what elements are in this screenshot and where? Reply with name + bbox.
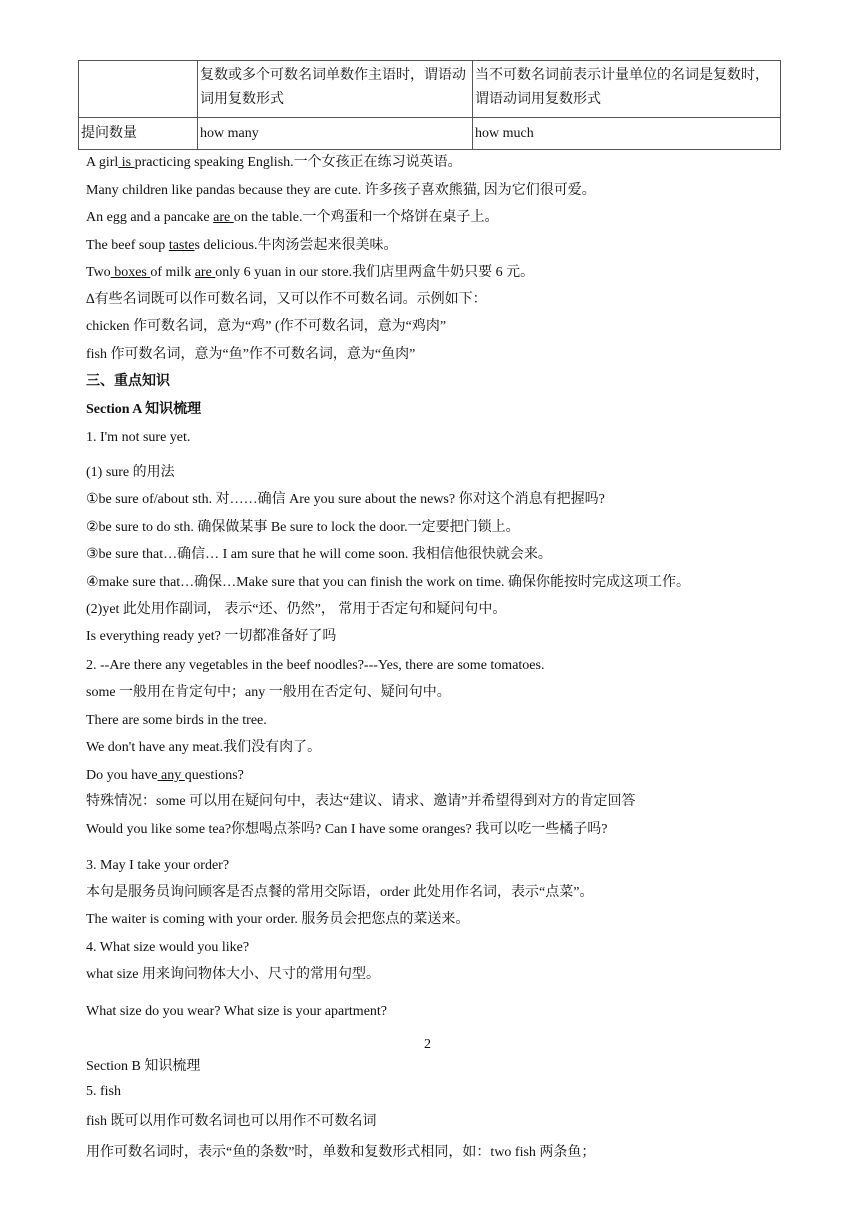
- table-cell: 复数或多个可数名词单数作主语时，谓语动词用复数形式: [198, 61, 473, 118]
- text-line: ②be sure to do sth. 确保做某事 Be sure to lock the door.一定要把门锁上。: [86, 520, 520, 535]
- example-sentence: [86, 264, 534, 282]
- point-title: 5. fish: [86, 1084, 121, 1099]
- text-line: There are some birds in the tree.: [86, 713, 267, 728]
- underlined-verb: taste: [168, 238, 195, 253]
- subsection-heading: Section B 知识梳理: [86, 1059, 201, 1074]
- text-segment: A girl: [86, 155, 119, 170]
- text-line: ①be sure of/about sth. 对……确信 Are you sure about the news? 你对这个消息有把握吗?: [86, 492, 605, 507]
- example-sentence: [86, 237, 397, 255]
- table-cell: 当不可数名词前表示计量单位的名词是复数时， 谓语动词用复数形式: [473, 61, 781, 118]
- underlined-verb: are: [194, 265, 216, 280]
- text-line: The waiter is coming with your order. 服务员会把您点的菜送来。: [86, 912, 470, 927]
- table-cell: 提问数量: [79, 118, 198, 150]
- table-cell: [79, 61, 198, 118]
- text-segment: questions?: [184, 768, 244, 783]
- example-sentence: [86, 154, 462, 172]
- text-segment: on the table.一个鸡蛋和一个烙饼在桌子上。: [233, 210, 499, 225]
- grammar-table: [78, 60, 781, 150]
- text-line: [86, 767, 244, 785]
- point-title: 4. What size would you like?: [86, 940, 250, 955]
- point-title: 2. --Are there any vegetables in the beef noodles?---Yes, there are some tomatoes.: [86, 658, 545, 673]
- text-line: (2)yet 此处用作副词， 表示“还、仍然”， 常用于否定句和疑问句中。: [86, 602, 507, 617]
- point-title: 3. May I take your order?: [86, 858, 230, 873]
- text-segment: only 6 yuan in our store.我们店里两盒牛奶只要 6 元。: [215, 265, 535, 280]
- text-line: What size do you wear? What size is your apartment?: [86, 1004, 388, 1019]
- table-cell: how many: [198, 118, 473, 150]
- text-line: Would you like some tea?你想喝点茶吗? Can I have some oranges? 我可以吃一些橘子吗?: [86, 822, 608, 837]
- text-segment: The beef soup: [86, 238, 169, 253]
- table-row: [79, 61, 781, 118]
- text-line: ④make sure that…确保…Make sure that you can finish the work on time. 确保你能按时完成这项工作。: [86, 575, 690, 590]
- text-line: ③be sure that…确信… I am sure that he will come soon. 我相信他很快就会来。: [86, 547, 552, 562]
- text-segment: Do you have: [86, 768, 158, 783]
- note-line: fish 作可数名词，意为“鱼”作不可数名词，意为“鱼肉”: [86, 347, 416, 362]
- underlined-verb: are: [213, 210, 234, 225]
- example-sentence: [86, 209, 499, 227]
- section-heading: 三、重点知识: [86, 374, 170, 389]
- underlined-word: any: [157, 768, 185, 783]
- text-line: 用作可数名词时，表示“鱼的条数”时，单数和复数形式相同，如：two fish 两条鱼；: [86, 1145, 596, 1160]
- underlined-noun: boxes: [110, 265, 151, 280]
- table-row: [79, 118, 781, 150]
- page-number: 2: [424, 1037, 431, 1052]
- note-line: ∆有些名词既可以作可数名词，又可以作不可数名词。示例如下：: [86, 292, 487, 307]
- text-segment: practicing speaking English.一个女孩正在练习说英语。: [134, 155, 462, 170]
- text-segment: s delicious.牛肉汤尝起来很美味。: [194, 238, 398, 253]
- text-line: 本句是服务员询问顾客是否点餐的常用交际语，order 此处用作名词，表示“点菜”。: [86, 885, 594, 900]
- text-line: some 一般用在肯定句中；any 一般用在否定句、疑问句中。: [86, 685, 451, 700]
- point-title: 1. I'm not sure yet.: [86, 430, 191, 445]
- text-segment: An egg and a pancake: [86, 210, 214, 225]
- table-cell: how much: [473, 118, 781, 150]
- text-line: Is everything ready yet? 一切都准备好了吗: [86, 629, 337, 644]
- text-line: (1) sure 的用法: [86, 465, 175, 480]
- subsection-heading: Section A 知识梳理: [86, 402, 202, 417]
- note-line: chicken 作可数名词，意为“鸡” (作不可数名词，意为“鸡肉”: [86, 319, 447, 334]
- text-line: 特殊情况：some 可以用在疑问句中，表达“建议、请求、邀请”并希望得到对方的肯定回答: [86, 794, 636, 809]
- text-line: We don't have any meat.我们没有肉了。: [86, 740, 322, 755]
- text-segment: Two: [86, 265, 111, 280]
- example-sentence: Many children like pandas because they are cute. 许多孩子喜欢熊猫, 因为它们很可爱。: [86, 183, 596, 198]
- underlined-verb: is: [118, 155, 135, 170]
- text-segment: of milk: [150, 265, 195, 280]
- text-line: fish 既可以用作可数名词也可以用作不可数名词: [86, 1114, 377, 1129]
- text-line: what size 用来询问物体大小、尺寸的常用句型。: [86, 967, 380, 982]
